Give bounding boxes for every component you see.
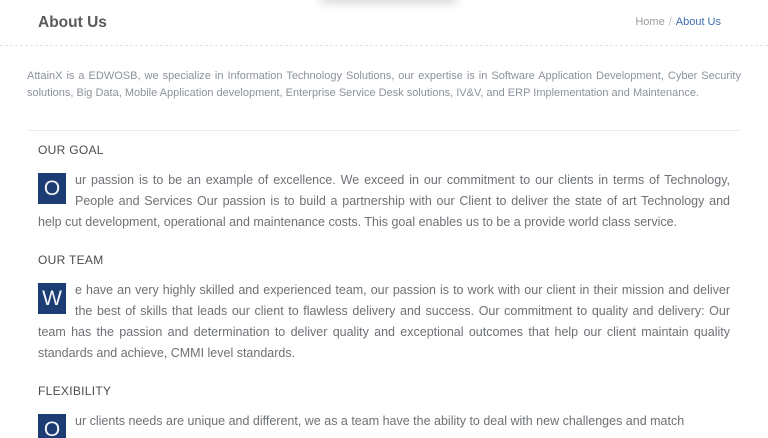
section-flexibility (38, 384, 730, 438)
breadcrumb-separator: / (668, 16, 672, 28)
section-text: ur clients needs are unique and different, we as a team have the ability to deal with new challenges and match (75, 414, 685, 428)
breadcrumb-current[interactable]: About Us (675, 16, 721, 28)
page-header (0, 0, 768, 46)
dropcap-letter: W (38, 283, 66, 314)
section-text: e have an very highly skilled and experienced team, our passion is to work with our client in their mission and deliver the best of skills that leads our client to flawless delivery and success. Our commitment to quality and delivery: Our team has the passion and determination to deliver quality and exceptional outcomes that help our client maintain quality standards and achieve, CMMI level standards. (38, 283, 730, 360)
section-our-team (38, 253, 730, 364)
dropcap-letter: O (38, 173, 66, 204)
section-our-goal (38, 143, 730, 233)
section-divider (27, 130, 741, 131)
section-heading: FLEXIBILITY (38, 384, 112, 398)
page-title: About Us (38, 14, 107, 31)
sections-container (27, 143, 741, 438)
section-paragraph (38, 411, 730, 438)
section-text: ur passion is to be an example of excellence. We exceed in our commitment to our clients in terms of Technology, People and Services Our passion is to build a partnership with our Client to deliver the state of art Technology and help cut development, operational and maintenance costs. This goal enables us to be a provide world class service. (38, 173, 730, 229)
breadcrumb (635, 0, 721, 45)
section-heading: OUR GOAL (38, 143, 104, 157)
section-heading: OUR TEAM (38, 253, 104, 267)
main-content (0, 68, 768, 438)
section-paragraph (38, 170, 730, 233)
dropcap-letter: O (38, 414, 66, 438)
breadcrumb-home-link[interactable]: Home (635, 16, 665, 28)
intro-paragraph: AttainX is a EDWOSB, we specialize in Information Technology Solutions, our expertise is in Software Application Development, Cyber Security solutions, Big Data, Mobile Application development, Enterprise Service Desk solutions, IV&V, and ERP Implementation and Maintenance. (27, 70, 741, 99)
section-paragraph (38, 280, 730, 364)
